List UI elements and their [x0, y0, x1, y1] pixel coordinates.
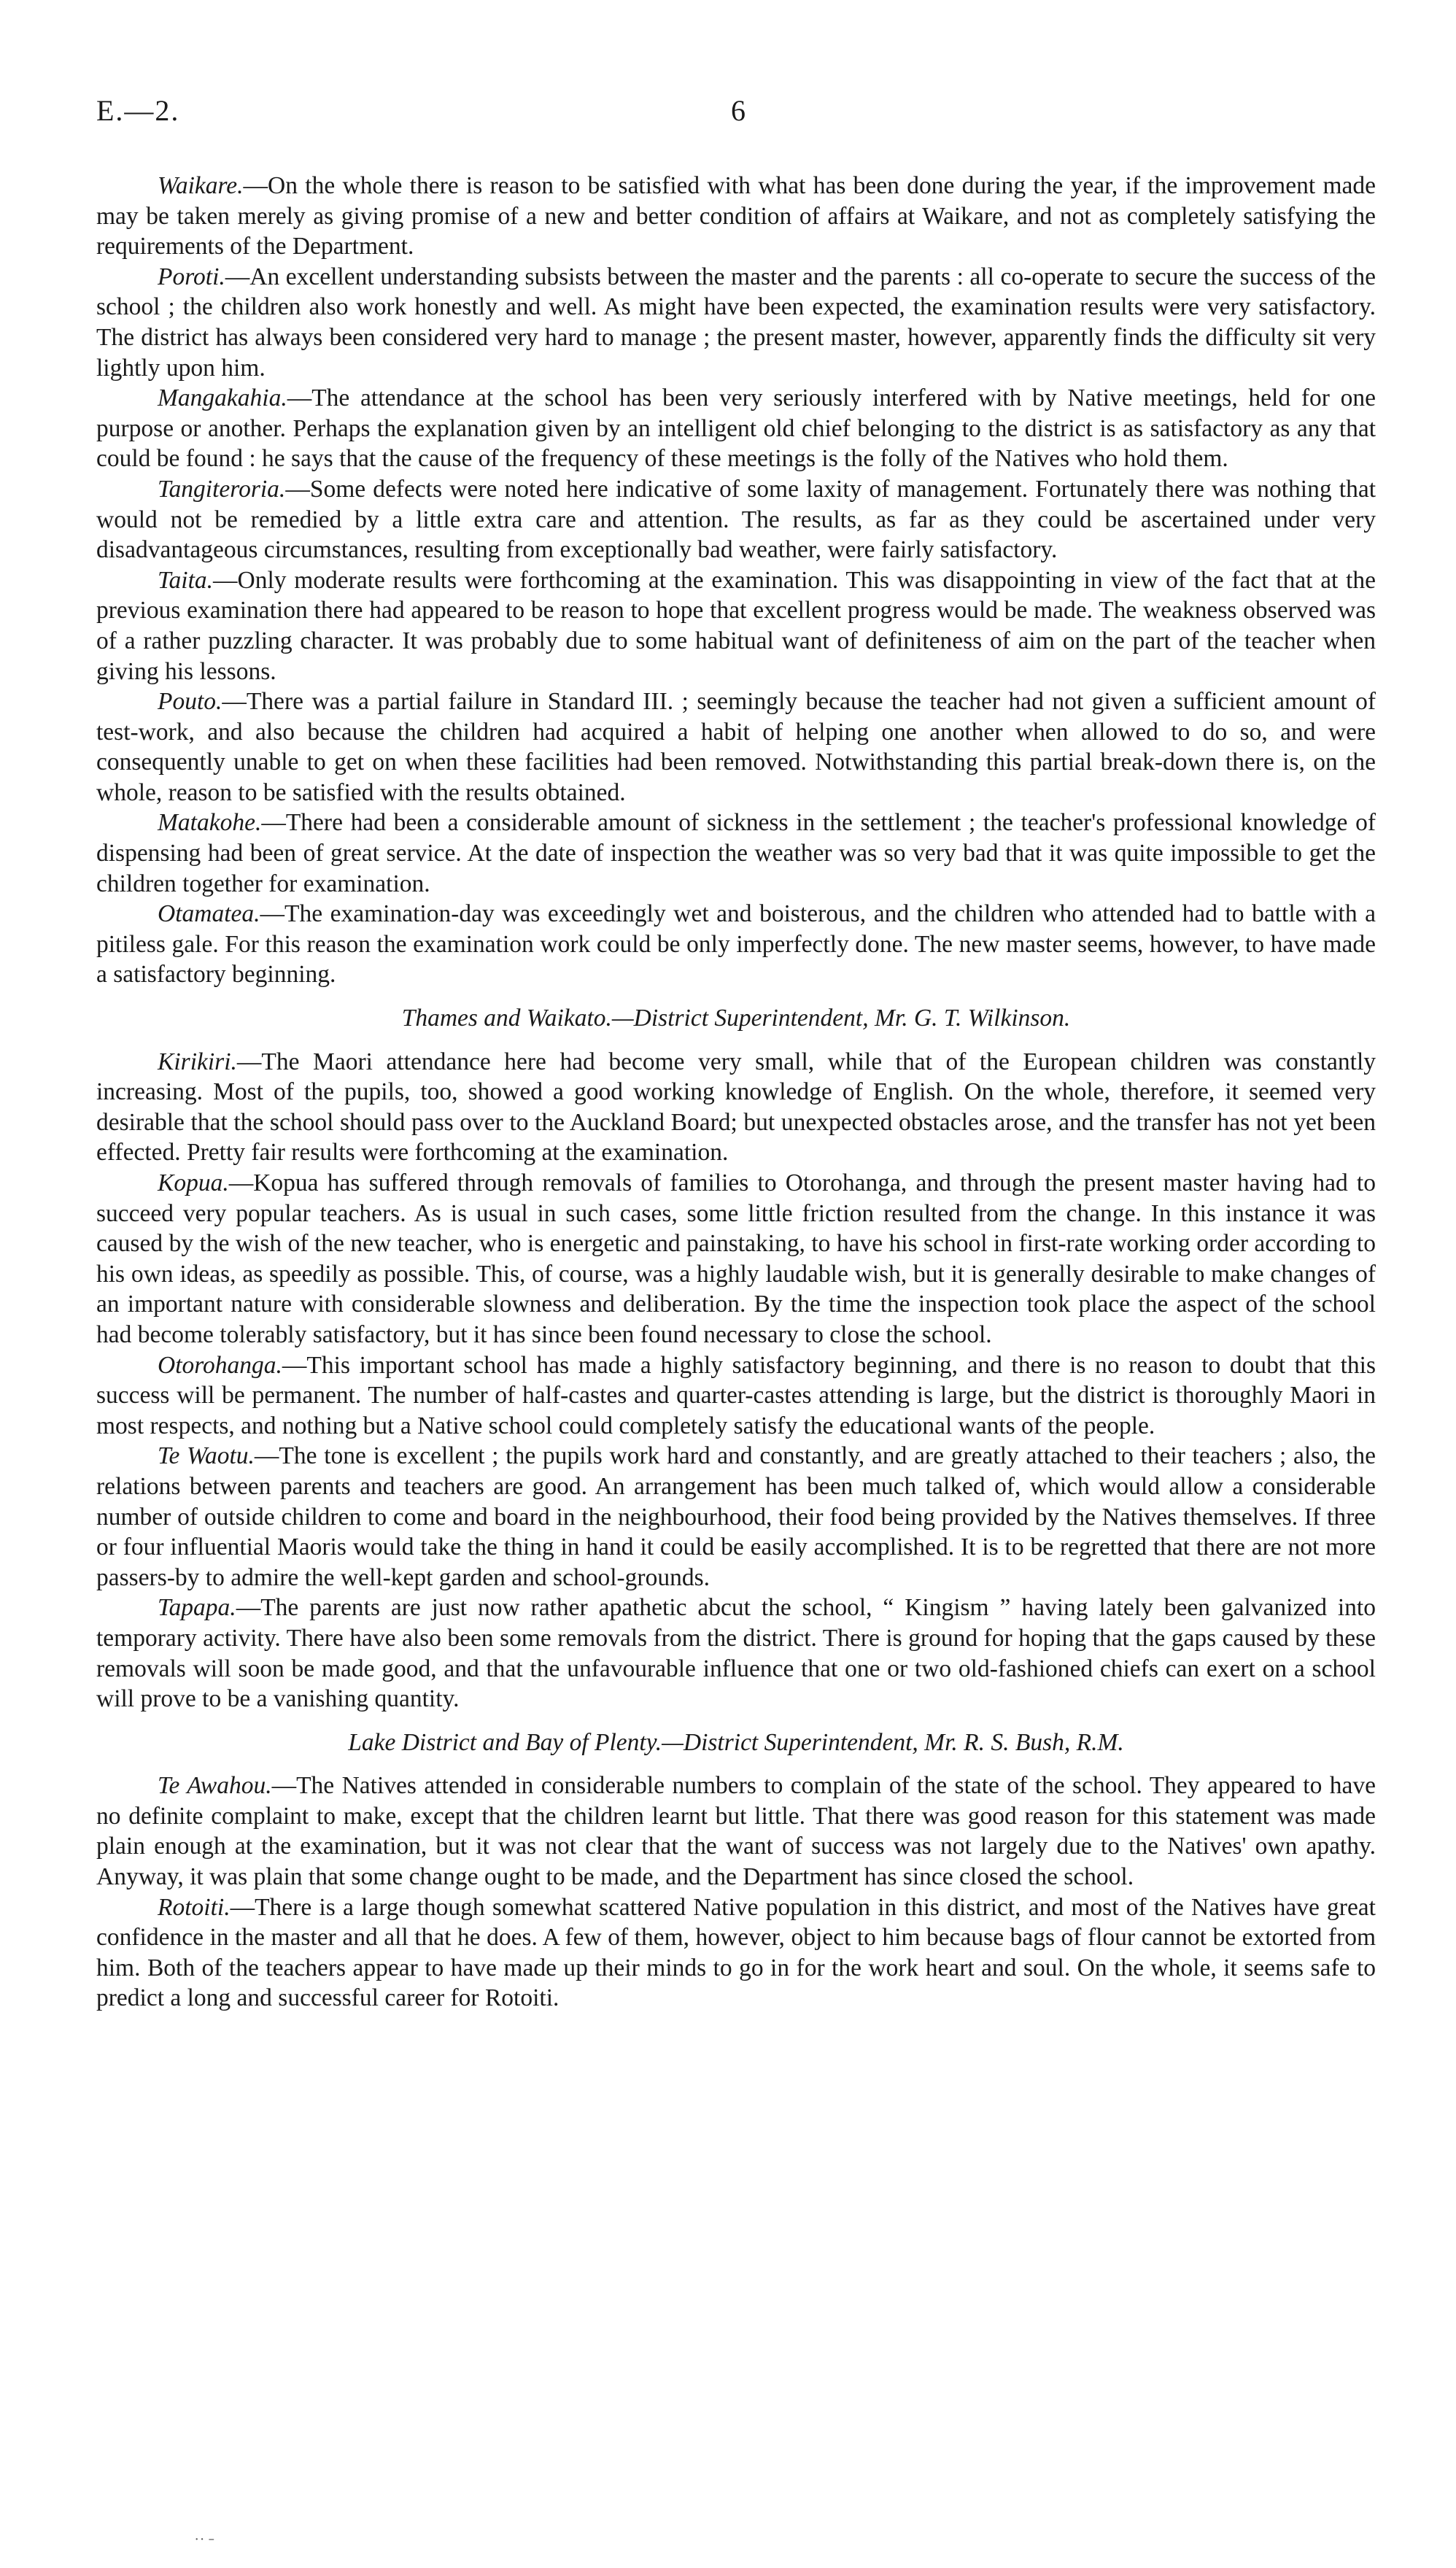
paragraph-text: —The Maori attendance here had become very small, while that of the European children was constantly increasing. Most of the pupils, too, showed a good working knowledge of English. On the whole, therefore, it seemed very desirable that the school should pass over to the Auckland Board; but unexpected obstacles arose, and the transfer has not yet been effected. Pretty fair results were forthcoming at the examination. — [96, 1048, 1376, 1167]
report-reference: E.—2. — [96, 94, 180, 127]
school-report-paragraph — [96, 1047, 1376, 1168]
paragraph-text: —Some defects were noted here indicative of some laxity of management. Fortunately there was nothing that would not be remedied by a little extra care and attention. The results, as far as they could be ascertained under very disadvantageous circumstances, resulting from exceptionally bad weather, were fairly satisfactory. — [96, 475, 1376, 564]
paragraph-text: —This important school has made a highly satisfactory beginning, and there is no reason to doubt that this success will be permanent. The number of half-castes and quarter-castes attending is large, but the district is thoroughly Maori in most respects, and nothing but a Native school could completely satisfy the educational wants of the people. — [96, 1351, 1376, 1439]
school-report-paragraph — [96, 1593, 1376, 1714]
school-report-paragraph — [96, 262, 1376, 383]
school-report-paragraph — [96, 1771, 1376, 1892]
school-report-paragraph — [96, 171, 1376, 262]
school-name: Otamatea. — [158, 900, 260, 928]
stray-print-mark: ˙˙ ˉ — [194, 2534, 214, 2553]
school-name: Waikare. — [158, 172, 244, 199]
report-body — [96, 171, 1376, 2014]
school-report-paragraph — [96, 808, 1376, 899]
paragraph-text: —The attendance at the school has been very seriously interfered with by Native meetings, held for one purpose or another. Perhaps the explanation given by an intelligent old chief belonging to the district is as satisfactory as any that could be found : he says that the cause of the frequency of these meetings is the folly of the Natives who hold them. — [96, 384, 1376, 473]
page-number: 6 — [731, 94, 746, 127]
school-report-paragraph — [96, 1441, 1376, 1593]
school-name: Poroti. — [158, 263, 225, 290]
school-report-paragraph — [96, 383, 1376, 474]
paragraph-text: —On the whole there is reason to be satisfied with what has been done during the year, if the improvement made may be taken merely as giving promise of a new and better condition of affairs at Waikare, and not as completely satisfying the requirements of the Department. — [96, 172, 1376, 260]
school-name: Kirikiri. — [158, 1048, 237, 1075]
school-name: Tangiteroria. — [158, 475, 286, 503]
school-report-paragraph — [96, 1892, 1376, 2014]
school-name: Otorohanga. — [158, 1351, 282, 1379]
paragraph-text: —The examination-day was exceedingly wet and boisterous, and the children who attended had to battle with a pitiless gale. For this reason the examination work could be only imperfectly done. The new master seems, however, to have made a satisfactory beginning. — [96, 900, 1376, 989]
school-report-paragraph — [96, 899, 1376, 990]
school-name: Taita. — [158, 566, 214, 594]
school-report-paragraph — [96, 687, 1376, 808]
paragraph-text: —The parents are just now rather apathetic abcut the school, “ Kingism ” having lately been galvanized into temporary activity. There have also been some removals from the district. There is ground for hoping that the gaps caused by these removals will soon be made good, and that the unfavourable influence that one or two old-fashioned chiefs can exert on a school will prove to be a vanishing quantity. — [96, 1594, 1376, 1713]
school-name: Mangakahia. — [158, 384, 287, 412]
paragraph-text: —The Natives attended in considerable numbers to complain of the state of the school. They appeared to have no definite complaint to make, except that the children learnt but little. That there was good reason for this statement was made plain enough at the examination, but it was not clear that the want of success was not largely due to the Natives' own apathy. Anyway, it was plain that some change ought to be made, and the Department has since closed the school. — [96, 1772, 1376, 1891]
school-name: Tapapa. — [158, 1594, 236, 1622]
section-heading: Lake District and Bay of Plenty.—District Superintendent, Mr. R. S. Bush, R.M. — [348, 1728, 1124, 1756]
school-name: Te Waotu. — [158, 1442, 255, 1470]
school-name: Matakohe. — [158, 809, 262, 837]
school-name: Te Awahou. — [158, 1772, 272, 1800]
school-report-paragraph — [96, 565, 1376, 687]
paragraph-text: —There was a partial failure in Standard III. ; seemingly because the teacher had not given a sufficient amount of test-work, and also because the children had acquired a habit of helping one another when allowed to do so, and were consequently unable to get on when these facilities had been removed. Notwithstanding this partial break-down there is, on the whole, reason to be satisfied with the results obtained. — [96, 688, 1376, 806]
paragraph-text: —Only moderate results were forthcoming at the examination. This was disappointing in view of the fact that at the previous examination there had appeared to be reason to hope that excellent progress would be made. The weakness observed was of a rather puzzling character. It was probably due to some habitual want of definiteness of aim on the part of the teacher when giving his lessons. — [96, 566, 1376, 685]
school-report-paragraph — [96, 1350, 1376, 1442]
paragraph-text: —There had been a considerable amount of sickness in the settlement ; the teacher's professional knowledge of dispensing had been of great service. At the date of inspection the weather was so very bad that it was quite impossible to get the children together for examination. — [96, 809, 1376, 897]
paragraph-text: —The tone is excellent ; the pupils work hard and constantly, and are greatly attached to their teachers ; also, the relations between parents and teachers are good. An arrangement has been much talked of, which would allow a considerable number of outside children to come and board in the neighbourhood, their food being provided by the Natives themselves. If three or four influential Maoris would take the thing in hand it could be easily accomplished. It is to be regretted that there are not more passers-by to admire the well-kept garden and school-grounds. — [96, 1442, 1376, 1591]
school-report-paragraph — [96, 474, 1376, 565]
section-heading: Thames and Waikato.—District Superintendent, Mr. G. T. Wilkinson. — [401, 1005, 1071, 1032]
school-name: Pouto. — [158, 688, 222, 716]
school-report-paragraph — [96, 1168, 1376, 1350]
paragraph-text: —Kopua has suffered through removals of families to Otorohanga, and through the present master having had to succeed very popular teachers. As is usual in such cases, some little friction resulted from the change. In this instance it was caused by the wish of the new teacher, who is energetic and painstaking, to have his school in first-rate working order according to his own ideas, as speedily as possible. This, of course, was a highly laudable wish, but it is generally desirable to make changes of an important nature with considerable slowness and deliberation. By the time the inspection took place the aspect of the school had become tolerably satisfactory, but it has since been found necessary to close the school. — [96, 1169, 1376, 1348]
paragraph-text: —There is a large though somewhat scattered Native population in this district, and most of the Natives have great confidence in the master and all that he does. A few of them, however, object to him because bags of flour cannot be extorted from him. Both of the teachers appear to have made up their minds to go in for the work heart and soul. On the whole, it seems safe to predict a long and successful career for Rotoiti. — [96, 1893, 1376, 2012]
paragraph-text: —An excellent understanding subsists between the master and the parents : all co-operate to secure the success of the school ; the children also work honestly and well. As might have been expected, the examination results were very satisfactory. The district has always been considered very hard to manage ; the present master, however, apparently finds the difficulty sit very lightly upon him. — [96, 263, 1376, 382]
school-name: Rotoiti. — [158, 1893, 231, 1921]
school-name: Kopua. — [158, 1169, 229, 1196]
